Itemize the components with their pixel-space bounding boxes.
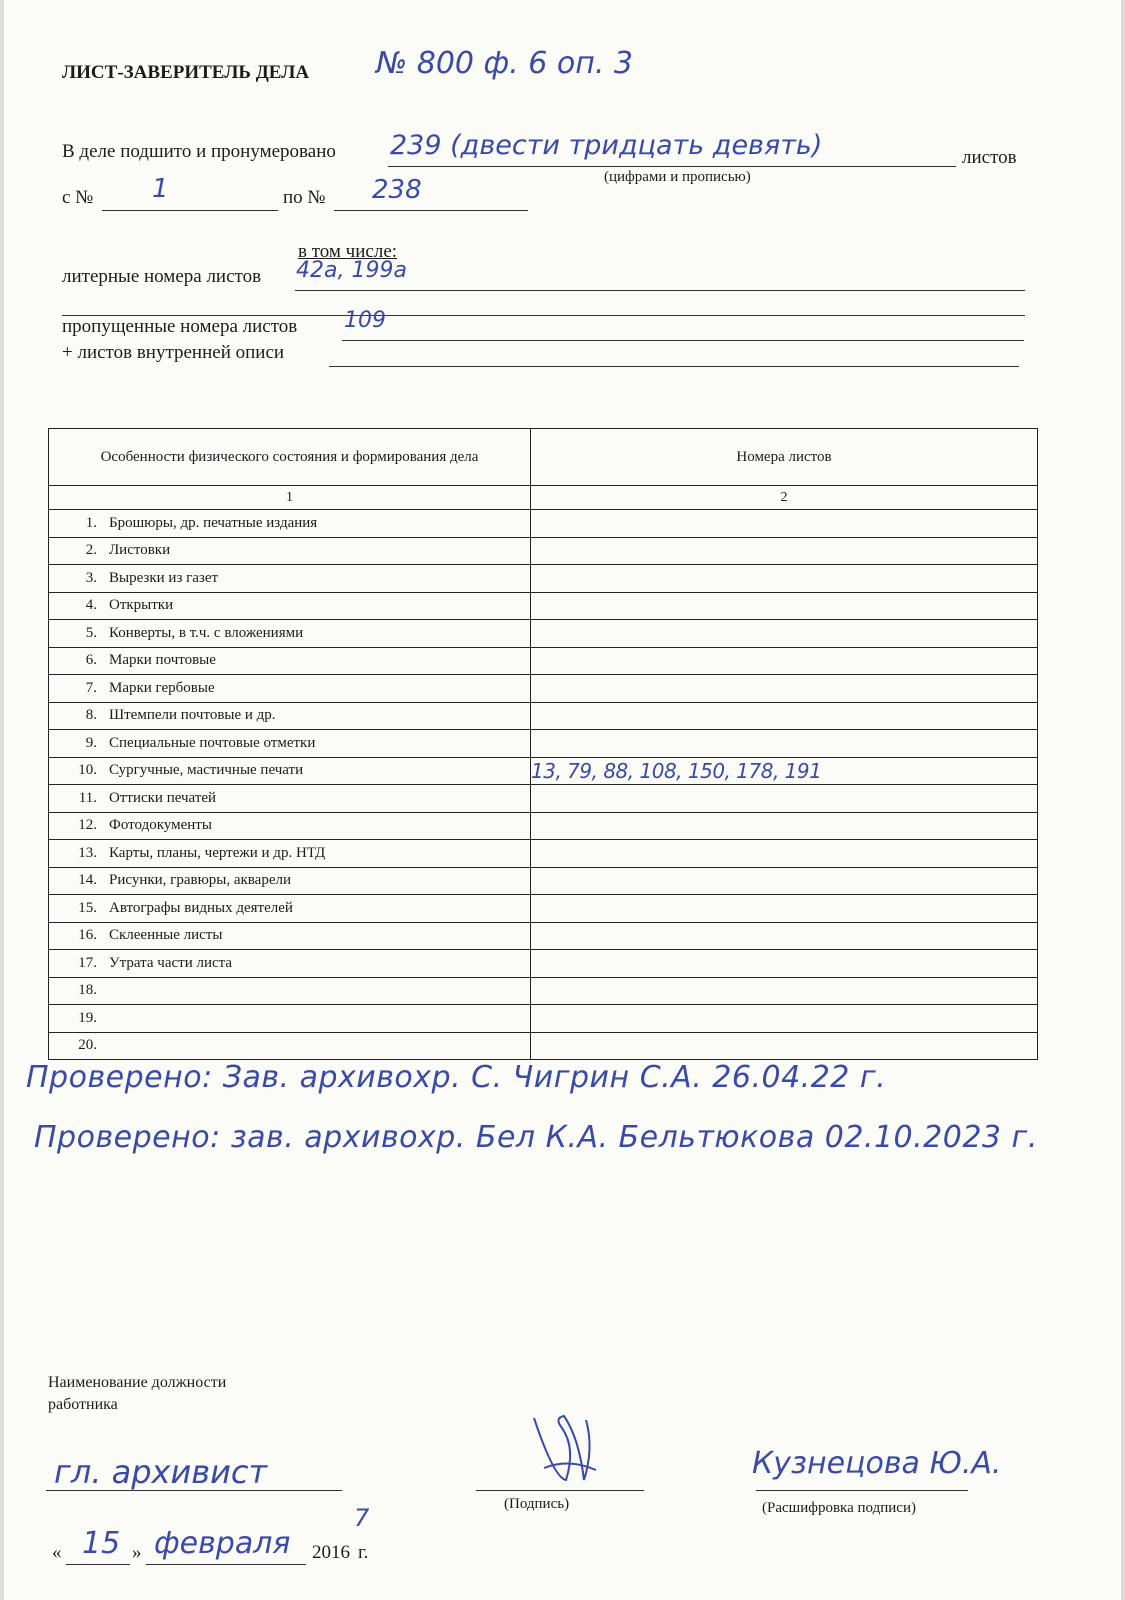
table-row <box>49 840 1038 868</box>
col2-number: 2 <box>531 486 1038 510</box>
case-number-handwritten: № 800 ф. 6 оп. 3 <box>376 46 634 81</box>
date-year-suffix: г. <box>358 1542 369 1563</box>
table-row <box>49 812 1038 840</box>
from-line <box>102 210 278 211</box>
verification-note-2: Проверено: зав. архивохр. Бел К.А. Бельтюкова 02.10.2023 г. <box>34 1120 1038 1155</box>
row-label: Вырезки из газет <box>109 569 219 586</box>
table-header-row <box>49 429 1038 486</box>
row-label: Конверты, в т.ч. с вложениями <box>109 624 304 641</box>
row-number: 17. <box>78 954 97 971</box>
table-row <box>49 702 1038 730</box>
decode-line <box>756 1490 968 1491</box>
row-number: 16. <box>78 927 97 944</box>
decode-handwritten: Кузнецова Ю.А. <box>752 1446 1002 1481</box>
missing-handwritten: 109 <box>344 308 386 333</box>
row-label: Штемпели почтовые и др. <box>109 707 276 724</box>
signature-label: (Подпись) <box>504 1496 570 1512</box>
date-year-correction: 7 <box>354 1504 370 1532</box>
table-row <box>49 922 1038 950</box>
row-number: 12. <box>78 817 97 834</box>
table-row <box>49 895 1038 923</box>
row-label: Утрата части листа <box>109 954 233 971</box>
signature-line <box>476 1490 644 1491</box>
row-label: Автографы видных деятелей <box>109 899 293 916</box>
position-label: Наименование должности работника <box>48 1374 227 1413</box>
row-number: 3. <box>85 569 97 586</box>
row-number: 2. <box>85 542 97 559</box>
row-number: 20. <box>78 1037 97 1054</box>
literal-handwritten: 42а, 199а <box>296 258 407 283</box>
table-row <box>49 867 1038 895</box>
date-day-handwritten: 15 <box>82 1526 121 1561</box>
row-number: 4. <box>85 597 97 614</box>
row-number: 19. <box>78 1009 97 1026</box>
table-row <box>49 785 1038 813</box>
row-number: 15. <box>78 899 97 916</box>
date-month-line <box>146 1564 306 1565</box>
row-label: Марки почтовые <box>109 652 216 669</box>
row-label: Оттиски печатей <box>109 789 217 806</box>
row-number: 1. <box>85 514 97 531</box>
table-row <box>49 675 1038 703</box>
row-label: Сургучные, мастичные печати <box>109 762 304 779</box>
literal-line <box>295 290 1025 291</box>
row-number: 10. <box>78 762 97 779</box>
row-number: 9. <box>85 734 97 751</box>
decode-label: (Расшифровка подписи) <box>762 1500 916 1516</box>
row-label: Листовки <box>109 542 171 559</box>
table-row <box>49 647 1038 675</box>
document-sheet <box>4 0 1121 1600</box>
col2-header: Номера листов <box>531 429 1038 486</box>
missing-label: пропущенные номера листов <box>62 316 298 337</box>
table-row <box>49 950 1038 978</box>
inner-inventory-label: + листов внутренней описи <box>62 342 285 363</box>
row-number: 13. <box>78 844 97 861</box>
inner-inventory-line <box>329 366 1019 367</box>
row-label: Карты, планы, чертежи и др. НТД <box>109 844 326 861</box>
row-label: Марки гербовые <box>109 679 215 696</box>
table-row <box>49 537 1038 565</box>
row-number: 11. <box>78 789 97 806</box>
row-number: 5. <box>85 624 97 641</box>
table-row <box>49 757 1038 785</box>
table-number-row <box>49 486 1038 510</box>
row-label: Склеенные листы <box>109 927 223 944</box>
from-handwritten: 1 <box>152 174 169 204</box>
date-quote-open: « <box>52 1542 62 1563</box>
date-day-line <box>66 1564 130 1565</box>
literal-label: литерные номера листов <box>62 266 262 287</box>
to-line <box>334 210 528 211</box>
position-line <box>46 1490 342 1491</box>
sheets-count-handwritten: 239 (двести тридцать девять) <box>390 130 823 161</box>
sheets-suffix: листов <box>962 147 1017 168</box>
row-number: 6. <box>85 652 97 669</box>
table-row <box>49 592 1038 620</box>
date-month-handwritten: февраля <box>154 1526 291 1561</box>
table-row <box>49 730 1038 758</box>
missing-line <box>342 340 1024 341</box>
row-label: Специальные почтовые отметки <box>109 734 316 751</box>
verification-note-1: Проверено: Зав. архивохр. С. Чигрин С.А. 26.04.22 г. <box>26 1060 887 1095</box>
col1-header: Особенности физического состояния и формирования дела <box>49 429 531 486</box>
table-row <box>49 1032 1038 1060</box>
date-year: 2016 <box>312 1542 350 1563</box>
to-handwritten: 238 <box>372 175 422 205</box>
col1-number: 1 <box>49 486 531 510</box>
row-value-seals: 13, 79, 88, 108, 150, 178, 191 <box>531 758 822 783</box>
table-row <box>49 565 1038 593</box>
table-row <box>49 620 1038 648</box>
table-row <box>49 977 1038 1005</box>
from-label: с № <box>62 187 94 208</box>
sheets-hint: (цифрами и прописью) <box>604 169 751 185</box>
sheets-count-line <box>388 166 956 167</box>
sheets-count-label: В деле подшито и пронумеровано <box>62 141 336 162</box>
to-label: по № <box>283 187 326 208</box>
physical-state-table <box>48 428 1038 1060</box>
row-number: 18. <box>78 982 97 999</box>
row-number: 14. <box>78 872 97 889</box>
signature-mark <box>524 1408 604 1488</box>
position-handwritten: гл. архивист <box>54 1453 268 1491</box>
table-row <box>49 510 1038 538</box>
table-row <box>49 1005 1038 1033</box>
row-number: 7. <box>85 679 97 696</box>
row-label: Рисунки, гравюры, акварели <box>109 872 292 889</box>
row-label: Фотодокументы <box>109 817 212 834</box>
row-label: Брошюры, др. печатные издания <box>109 514 318 531</box>
row-number: 8. <box>85 707 97 724</box>
including-heading: в том числе: <box>298 241 398 262</box>
document-title: ЛИСТ-ЗАВЕРИТЕЛЬ ДЕЛА <box>62 62 310 83</box>
row-label: Открытки <box>109 597 174 614</box>
date-quote-close: » <box>132 1542 142 1563</box>
